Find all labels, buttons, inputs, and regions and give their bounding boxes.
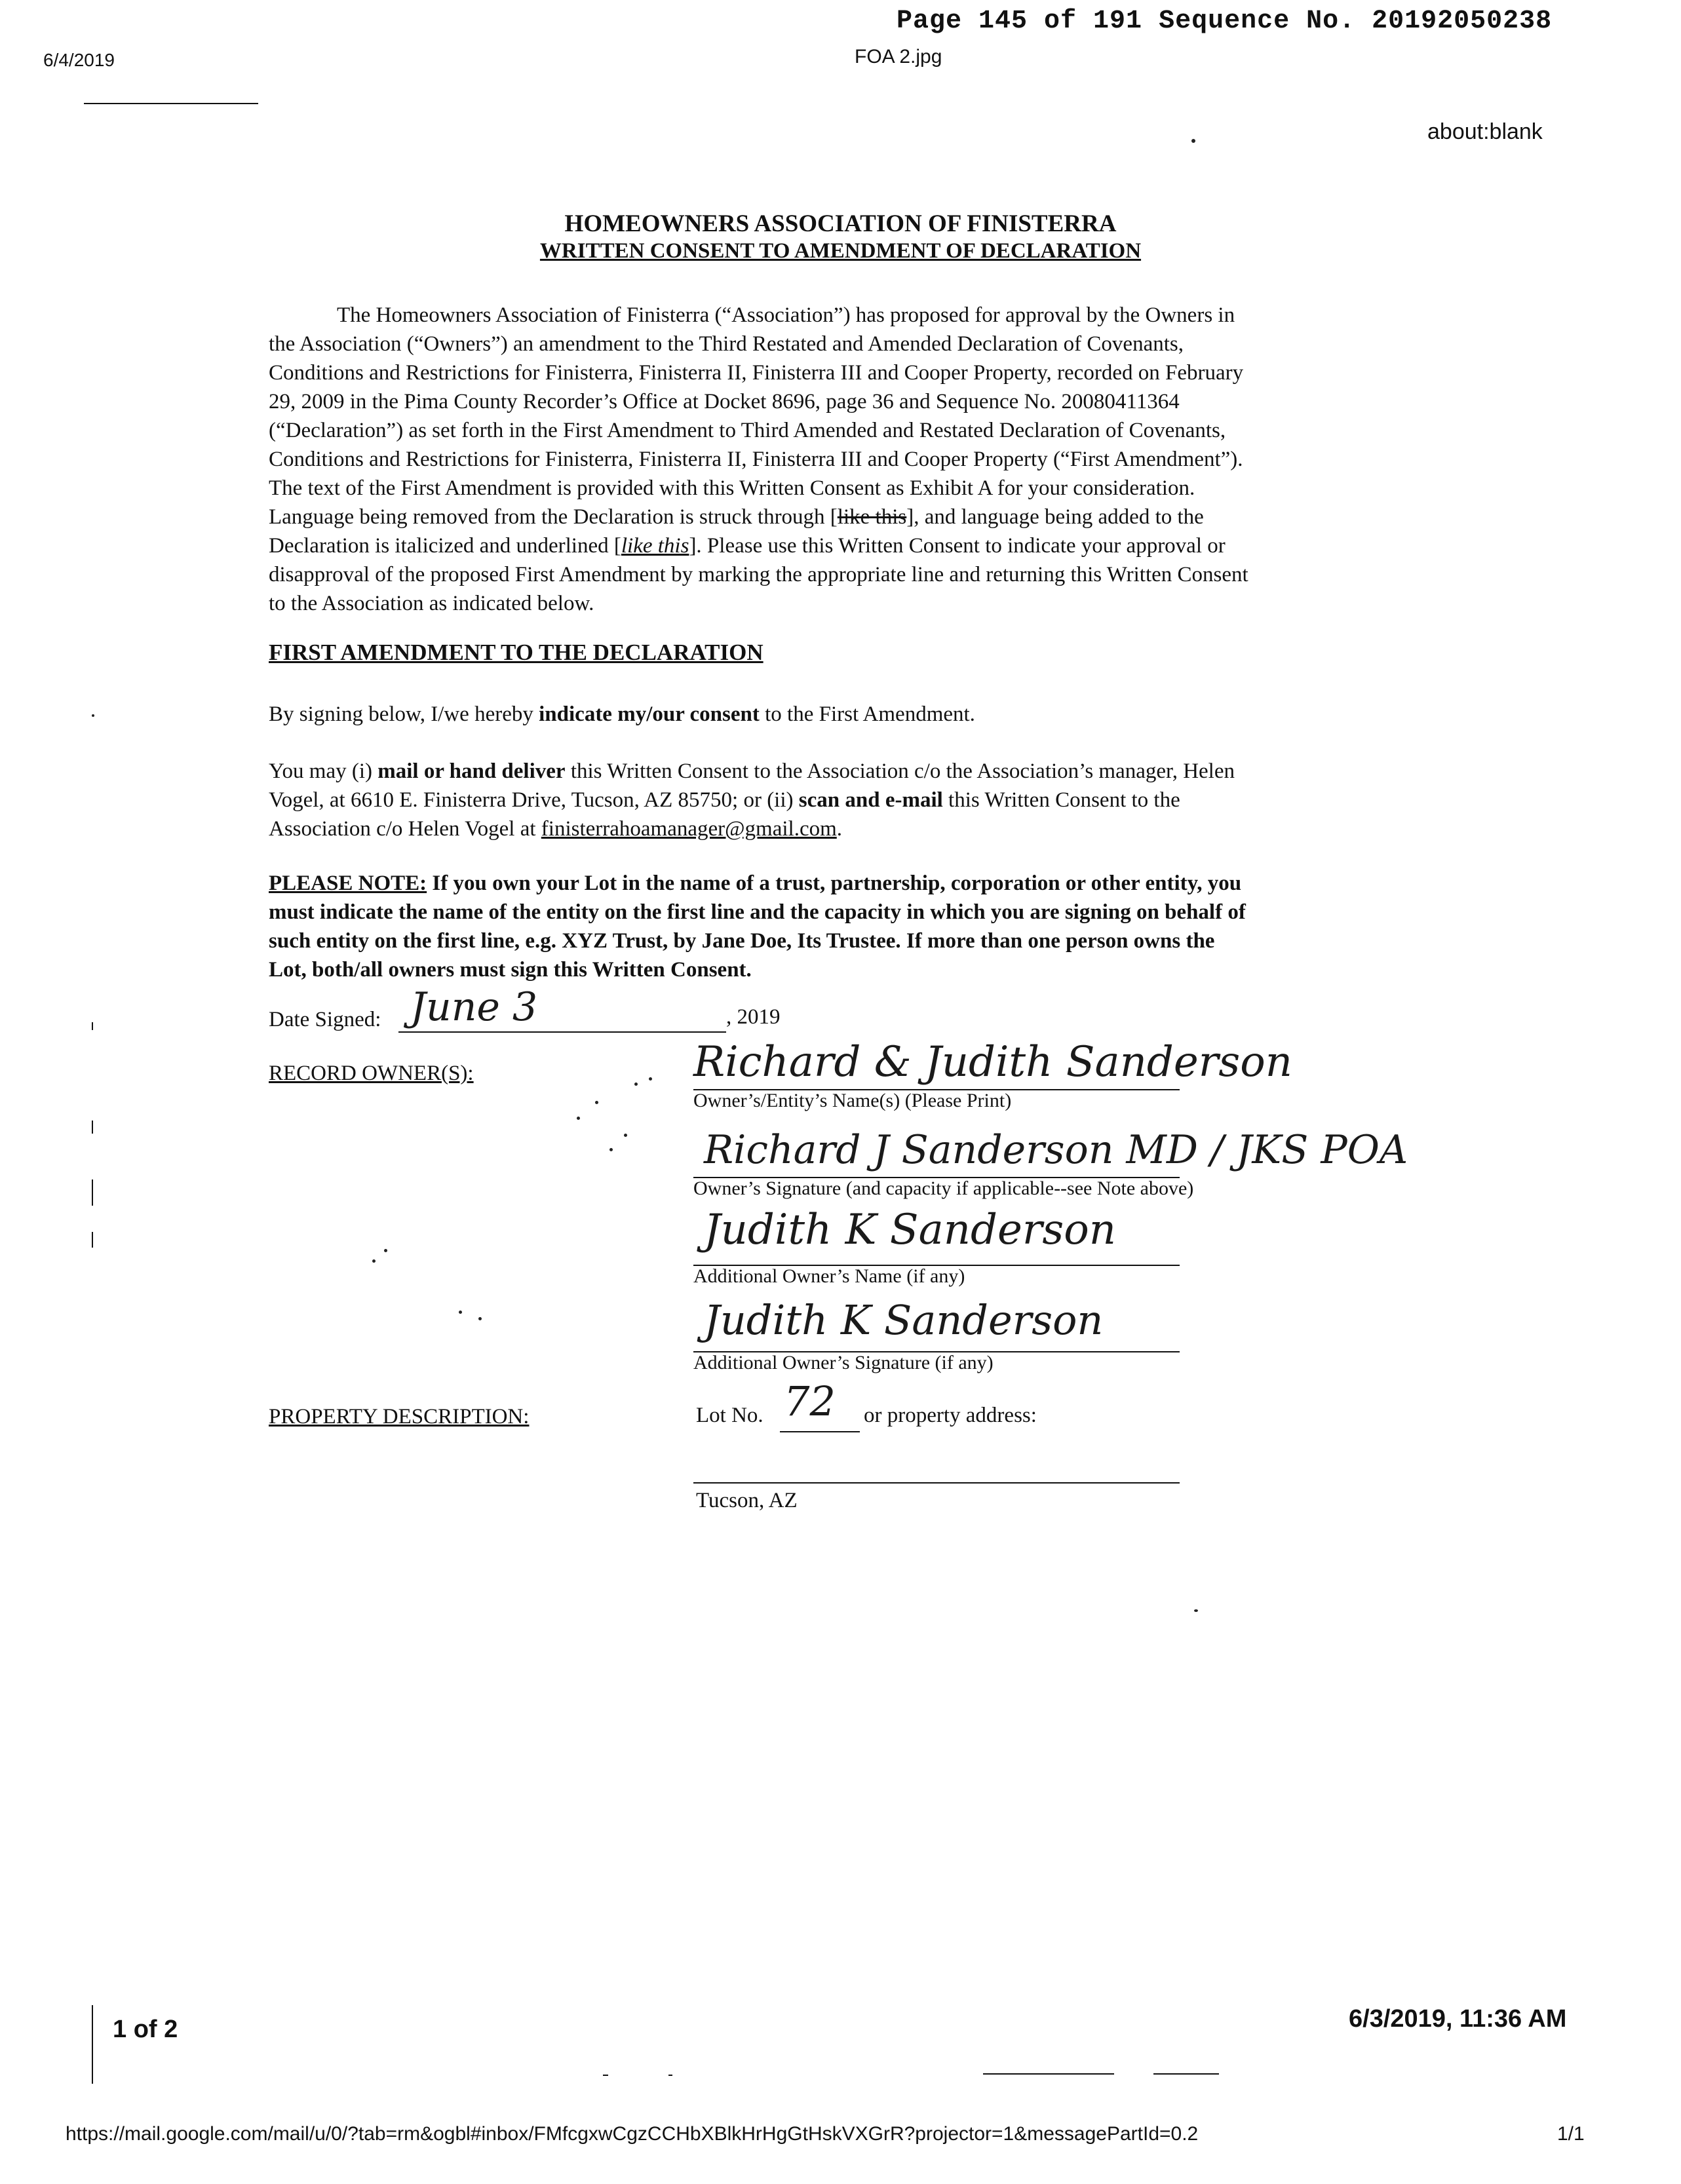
delivery-text: Association c/o Helen Vogel at (269, 817, 541, 841)
owner-name-handwritten: Richard & Judith Sanderson (693, 1038, 1292, 1086)
scan-speck (459, 1311, 462, 1314)
scan-mark (92, 1179, 93, 1206)
scan-speck (609, 1148, 613, 1151)
page-edge-mark (92, 2005, 93, 2084)
scan-mark (668, 2075, 672, 2076)
please-note-text: Lot, both/all owners must sign this Written Consent. (269, 958, 752, 982)
delivery-text: Vogel, at 6610 E. Finisterra Drive, Tucson, AZ 85750; or (ii) (269, 788, 799, 812)
intro-line-strike (269, 503, 1204, 531)
date-signed-handwritten: June 3 (410, 984, 538, 1030)
date-signed-label: Date Signed: (269, 1008, 381, 1031)
scan-speck (624, 1134, 627, 1137)
additional-signature-handwritten: Judith K Sanderson (704, 1296, 1104, 1344)
scan-mark (92, 1232, 93, 1248)
italic-example: like this (621, 534, 689, 558)
intro-line: The Homeowners Association of Finisterra (“Association”) has proposed for approval by the Owners in (337, 303, 1235, 327)
delivery-emphasis: scan and e-mail (798, 788, 943, 812)
delivery-text: this Written Consent to the Association c/o the Association’s manager, Helen (565, 759, 1235, 783)
email-url[interactable]: https://mail.google.com/mail/u/0/?tab=rm&ogbl#inbox/FMfcgxwCgzCCHbXBlkHrHgGtHskVXGrR?projector=1&messagePartId=0.2 (66, 2123, 1199, 2145)
scan-mark (92, 1121, 93, 1134)
struck-example: like this (837, 505, 907, 529)
date-signed-line (398, 1031, 726, 1033)
page-count: 1 of 2 (113, 2016, 178, 2043)
scan-mark (92, 1022, 93, 1030)
please-note-text: such entity on the first line, e.g. XYZ Trust, by Jane Doe, Its Trustee. If more than one person owns the (269, 929, 1215, 953)
property-address-line (693, 1482, 1180, 1484)
scan-speck (478, 1317, 482, 1320)
scan-speck (577, 1117, 580, 1120)
scan-speck (92, 714, 94, 717)
intro-line-end: ]. Please use this Written Consent to indicate your approval or (689, 534, 1226, 558)
please-note-line (269, 869, 1241, 898)
intro-line: the Association (“Owners”) an amendment to the Third Restated and Amended Declaration of Covenants, (269, 332, 1184, 356)
lot-number-handwritten: 72 (784, 1377, 836, 1425)
owner-signature-handwritten: Richard J Sanderson MD / JKS POA (704, 1127, 1408, 1173)
manager-email-link[interactable]: finisterrahoamanager@gmail.com (541, 817, 837, 841)
intro-line-italic (269, 531, 1226, 560)
scan-mark (983, 2073, 1114, 2075)
section-heading: FIRST AMENDMENT TO THE DECLARATION (269, 640, 763, 665)
scan-speck (1194, 1609, 1198, 1612)
print-title: FOA 2.jpg (855, 46, 942, 67)
intro-line: 29, 2009 in the Pima County Recorder’s Office at Docket 8696, page 36 and Sequence No. 20080411364 (269, 390, 1180, 413)
record-owners-label: RECORD OWNER(S): (269, 1062, 474, 1085)
delivery-text: . (836, 817, 843, 841)
document-subtitle: WRITTEN CONSENT TO AMENDMENT OF DECLARATION (539, 239, 1142, 263)
owner-name-caption: Owner’s/Entity’s Name(s) (Please Print) (693, 1090, 1012, 1111)
print-date: 6/4/2019 (43, 50, 115, 70)
scan-mark (603, 2075, 608, 2076)
intro-line: Conditions and Restrictions for Finisterra, Finisterra II, Finisterra III and Cooper Property, recorded on February (269, 361, 1244, 385)
fax-header: Page 145 of 191 Sequence No. 20192050238 (897, 7, 1553, 36)
additional-name-handwritten: Judith K Sanderson (704, 1206, 1116, 1254)
document-title: HOMEOWNERS ASSOCIATION OF FINISTERRA (564, 210, 1117, 237)
additional-signature-caption: Additional Owner’s Signature (if any) (693, 1352, 994, 1373)
scan-rule (84, 103, 258, 104)
property-description-label: PROPERTY DESCRIPTION: (269, 1405, 530, 1428)
scan-speck (384, 1249, 387, 1252)
intro-line: The text of the First Amendment is provided with this Written Consent as Exhibit A for your consideration. (269, 476, 1195, 500)
delivery-emphasis: mail or hand deliver (377, 759, 566, 783)
intro-line-start: Declaration is italicized and underlined [ (269, 534, 621, 558)
consent-text-end: to the First Amendment. (759, 702, 975, 726)
property-city: Tucson, AZ (696, 1489, 798, 1512)
intro-line: to the Association as indicated below. (269, 592, 594, 615)
consent-text: By signing below, I/we hereby (269, 702, 539, 726)
consent-statement (269, 700, 975, 729)
please-note-text: If you own your Lot in the name of a trust, partnership, corporation or other entity, you (427, 872, 1242, 895)
intro-line: Conditions and Restrictions for Finisterra, Finisterra II, Finisterra III and Cooper Property (“First Amendment”). (269, 448, 1243, 471)
delivery-line (269, 786, 1180, 814)
please-note-text: must indicate the name of the entity on the first line and the capacity in which you are signing on behalf of (269, 900, 1246, 924)
intro-line: (“Declaration”) as set forth in the First Amendment to Third Amended and Restated Declaration of Covenants, (269, 419, 1226, 442)
date-signed-year: , 2019 (726, 1005, 781, 1029)
scan-speck (372, 1259, 376, 1263)
delivery-line (269, 814, 842, 843)
lot-number-label: Lot No. (696, 1404, 763, 1427)
scan-mark (1153, 2073, 1219, 2075)
scan-speck (595, 1101, 598, 1104)
scan-speck (1191, 139, 1195, 143)
please-note-label: PLEASE NOTE: (269, 872, 427, 895)
intro-line-end: ], and language being added to the (906, 505, 1204, 529)
consent-emphasis: indicate my/our consent (539, 702, 760, 726)
about-blank-label: about:blank (1427, 119, 1543, 144)
property-address-label: or property address: (864, 1404, 1037, 1427)
owner-signature-caption: Owner’s Signature (and capacity if applicable--see Note above) (693, 1178, 1194, 1199)
delivery-line (269, 757, 1235, 786)
intro-line-start: Language being removed from the Declaration is struck through [ (269, 505, 838, 529)
lot-number-line (780, 1431, 860, 1432)
intro-line: disapproval of the proposed First Amendment by marking the appropriate line and returning this Written Consent (269, 563, 1248, 586)
timestamp: 6/3/2019, 11:36 AM (1349, 2005, 1567, 2033)
scan-speck (634, 1082, 638, 1086)
delivery-text: You may (i) (269, 759, 378, 783)
page-fraction: 1/1 (1557, 2123, 1585, 2145)
scan-speck (649, 1077, 652, 1081)
additional-name-caption: Additional Owner’s Name (if any) (693, 1265, 965, 1287)
delivery-text: this Written Consent to the (942, 788, 1180, 812)
